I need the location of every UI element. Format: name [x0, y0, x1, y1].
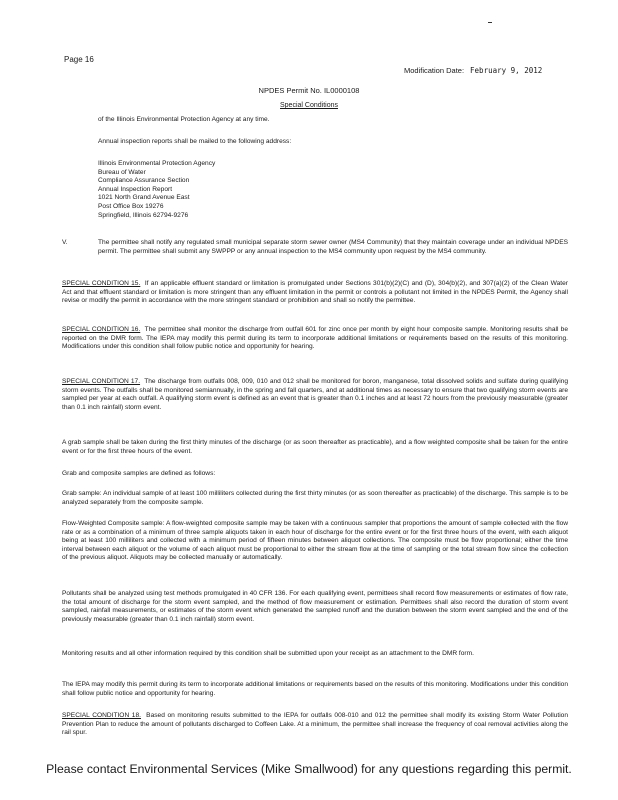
scan-mark [488, 22, 492, 23]
special-condition-17 [62, 378, 568, 412]
special-condition-16-text: The permittee shall monitor the discharge from outfall 601 for zinc once per month by eight hour composite sample. Monitoring results shall be reported on the DMR form. The IEPA may modify this permit during its term to incorporate additional limitations or requirements based on the results of this monitoring. Modifications under this condition shall follow public notice and opportunity for hearing. [62, 326, 569, 351]
pollutants-paragraph: Pollutants shall be analyzed using test methods promulgated in 40 CFR 136. For each qualifying event, permittees shall record flow measurements or estimates of flow rate, the total amount of discharge for the storm event sampled, and the method of flow measurement or estimation. Permittees shall also record the duration of storm event sampled, rainfall measurements, or estimates of the storm event which generated the sampled runoff and the duration between the storm event sampled and the end of the previously measurable (greater than 0.1 inch rainfall) storm event. [62, 590, 568, 623]
flow-weighted-definition: Flow-Weighted Composite sample: A flow-weighted composite sample may be taken with a continuous sampler that proportions the amount of sample collected with the flow rate or as a combination of a minimum of three sample aliquots taken in each hour of discharge for the entire event or for the first three hours of the event, with each aliquot being at least 100 milliliters and collected with a minimum period of fifteen minutes between aliquot collections. The composite must be flow proportional; either the time interval between each aliquot or the volume of each aliquot must be proportional to either the stream flow at the time of sampling or the total stream flow since the collection of the previous aliquot. Aliquots may be collected manually or automatically. [62, 520, 568, 562]
special-condition-18-text: Based on monitoring results submitted to the IEPA for outfalls 008-010 and 012 the permittee shall modify its existing Storm Water Pollution Prevention Plan to reduce the amount of pollutants discharged to Coffeen Lake. At a minimum, the permittee shall increase the frequency of coal removal activities along the rail spur. [62, 712, 568, 737]
iepa-paragraph: The IEPA may modify this permit during its term to incorporate additional limitations or requirements based on the results of this monitoring. Modifications under this condition shall follow public notice and opportunity for hearing. [62, 681, 568, 697]
address-line: Illinois Environmental Protection Agency [98, 160, 216, 167]
grab-sample-definition: Grab sample: An individual sample of at least 100 milliliters collected during the first thirty minutes (or as soon thereafter as practicable) of the discharge. This sample is to be analyzed separately from the composite sample. [62, 490, 568, 506]
special-condition-18 [62, 712, 568, 738]
page-number: Page 16 [64, 55, 94, 64]
special-conditions-heading: Special Conditions [280, 102, 338, 109]
address-line: Springfield, Illinois 62794-9276 [98, 211, 189, 219]
special-condition-17-label: SPECIAL CONDITION 17. [62, 378, 141, 385]
item-v-numeral: V. [62, 239, 68, 246]
permit-number: NPDES Permit No. IL0000108 [258, 86, 360, 95]
address-line: Post Office Box 19276 [98, 202, 164, 210]
monitoring-paragraph: Monitoring results and all other information required by this condition shall be submitted upon your receipt as an attachment to the DMR form. [62, 650, 474, 657]
item-v-text: The permittee shall notify any regulated small municipal separate storm sewer owner (MS4 Community) that they maintain coverage under an individual NPDES permit. The permittee shall submit any SWPPP or any annual inspection to the MS4 community upon request by the MS4 community. [98, 239, 568, 255]
special-condition-15-label: SPECIAL CONDITION 15. [62, 280, 141, 287]
mailing-address [98, 160, 398, 220]
footer-note: Please contact Environmental Services (Mike Smallwood) for any questions regarding this permit. [46, 762, 572, 776]
special-condition-15-text: If an applicable effluent standard or limitation is promulgated under Sections 301(b)(2)(C) and (D), 304(b)(2), and 307(a)(2) of the Clean Water Act and that effluent standard or limitation is more stringent than any effluent limitation in the permit or controls a pollutant not limited in the NPDES Permit, the Agency shall revise or modify the permit in accordance with the more stringent standard or prohibition and shall so notify the permittee. [62, 280, 568, 305]
address-line: 1021 North Grand Avenue East [98, 194, 190, 202]
modification-date [404, 66, 542, 75]
grab-sample-paragraph: A grab sample shall be taken during the first thirty minutes of the discharge (or as soon thereafter as practicable), and a flow weighted composite shall be taken for the entire event or for the first three hours of the event. [62, 439, 568, 455]
mail-line: Annual inspection reports shall be mailed to the following address: [98, 138, 292, 145]
special-condition-15 [62, 280, 568, 306]
address-line: Bureau of Water [98, 168, 146, 176]
special-condition-17-text: The discharge from outfalls 008, 009, 010 and 012 shall be monitored for boron, manganese, total dissolved solids and sulfate during qualifying storm events. The outfalls shall be monitored semiannually, in the spring and fall quarters, and at additional times as necessary to ensure that two qualifying storm events are sampled per year at each outfall. A qualifying storm event is defined as an event that is greater than 0.1 inches and at least 72 hours from the previously measurable (greater than 0.1 inch rainfall) storm event. [62, 378, 569, 411]
intro-line: of the Illinois Environmental Protection Agency at any time. [98, 116, 270, 123]
address-line: Annual Inspection Report [98, 185, 173, 193]
address-line: Compliance Assurance Section [98, 177, 190, 185]
modification-date-label: Modification Date: [404, 66, 465, 75]
special-condition-16-label: SPECIAL CONDITION 16. [62, 326, 141, 333]
special-condition-18-label: SPECIAL CONDITION 18. [62, 712, 141, 719]
defined-line: Grab and composite samples are defined as follows: [62, 470, 216, 477]
modification-date-value: February 9, 2012 [470, 66, 543, 75]
special-condition-16 [62, 326, 568, 352]
